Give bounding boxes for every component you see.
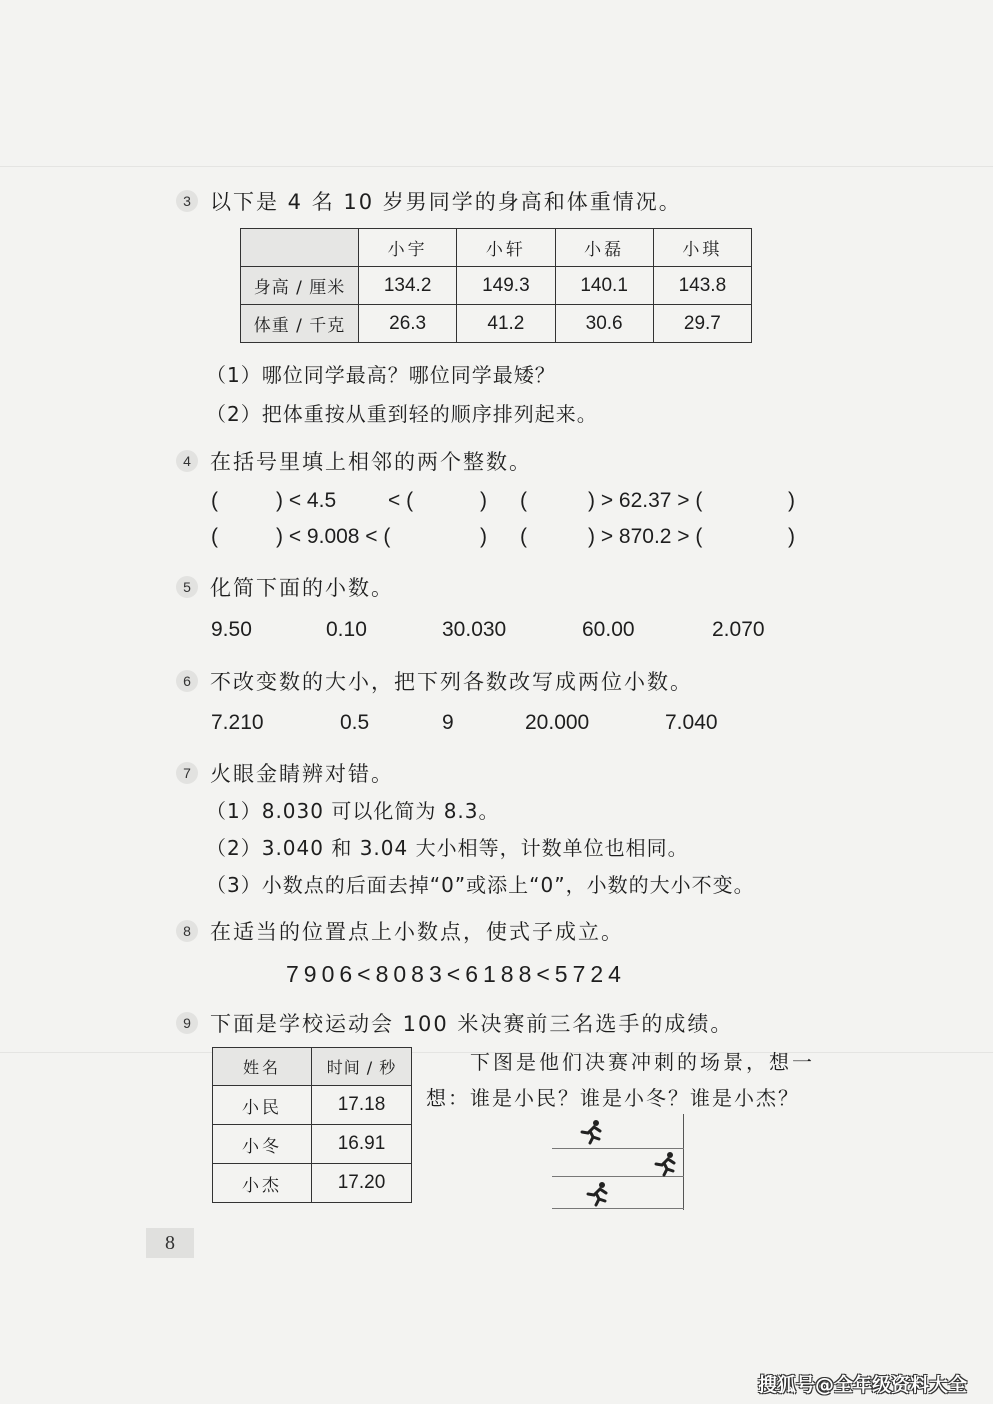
inequality-text: ) > 870.2 > ( — [588, 525, 703, 548]
table-cell: 140.1 — [555, 267, 653, 305]
finish-line — [683, 1114, 684, 1210]
table-header-cell: 时间 / 秒 — [312, 1048, 412, 1086]
running-person-icon — [578, 1119, 604, 1145]
blank-paren-close: ) — [788, 525, 795, 548]
blank-paren-open: ( — [520, 525, 527, 548]
decimal-value: 0.5 — [340, 711, 370, 734]
question-3-sub-1: （1）哪位同学最高？哪位同学最矮？ — [206, 363, 556, 387]
table-cell: 143.8 — [653, 267, 751, 305]
decimal-value: 20.000 — [525, 711, 590, 734]
blank-paren-open: ( — [520, 489, 527, 512]
table-header-cell: 小磊 — [555, 229, 653, 267]
question-7-sub-2: （2）3.040 和 3.04 大小相等，计数单位也相同。 — [206, 836, 689, 860]
table-cell: 134.2 — [359, 267, 457, 305]
question-5-number: 5 — [176, 576, 198, 598]
table-cell: 26.3 — [359, 305, 457, 343]
table-header-cell: 姓名 — [213, 1048, 312, 1086]
question-7-number: 7 — [176, 762, 198, 784]
question-9-text: 下面是学校运动会 100 米决赛前三名选手的成绩。 — [210, 1012, 734, 1036]
question-7-sub-1: （1）8.030 可以化简为 8.3。 — [206, 799, 500, 823]
table-row — [241, 267, 752, 305]
question-7-sub-3: （3）小数点的后面去掉“0”或添上“0”，小数的大小不变。 — [206, 873, 755, 897]
race-results-table — [212, 1047, 412, 1203]
runner-time: 17.20 — [312, 1164, 412, 1203]
question-4-text: 在括号里填上相邻的两个整数。 — [210, 450, 532, 474]
table-header-cell: 小琪 — [653, 229, 751, 267]
question-3-sub-2: （2）把体重按从重到轻的顺序排列起来。 — [206, 402, 598, 426]
table-row — [213, 1125, 412, 1164]
inequality-text: < ( — [388, 489, 414, 512]
decimal-value: 9 — [442, 711, 454, 734]
question-5-text: 化简下面的小数。 — [210, 576, 394, 600]
table-cell: 29.7 — [653, 305, 751, 343]
decimal-value: 7.040 — [665, 711, 718, 734]
question-3-text: 以下是 4 名 10 岁男同学的身高和体重情况。 — [210, 190, 682, 214]
table-row — [241, 305, 752, 343]
table-cell: 41.2 — [457, 305, 555, 343]
race-finish-scene — [552, 1114, 684, 1210]
decimal-value: 7.210 — [211, 711, 264, 734]
question-4-number: 4 — [176, 450, 198, 472]
question-7-text: 火眼金睛辨对错。 — [210, 762, 394, 786]
running-person-icon — [652, 1151, 678, 1177]
table-header-row — [241, 229, 752, 267]
blank-paren-close: ) — [788, 489, 795, 512]
page-number: 8 — [146, 1228, 194, 1258]
page-fold-line — [0, 166, 993, 167]
height-weight-table — [240, 228, 752, 343]
table-row — [213, 1086, 412, 1125]
table-cell: 149.3 — [457, 267, 555, 305]
runner-name: 小民 — [213, 1086, 312, 1125]
question-8-number: 8 — [176, 920, 198, 942]
question-6-number: 6 — [176, 670, 198, 692]
table-header-cell: 小宇 — [359, 229, 457, 267]
inequality-text: ) < 9.008 < ( — [276, 525, 391, 548]
runner-time: 16.91 — [312, 1125, 412, 1164]
decimal-value: 60.00 — [582, 618, 635, 641]
question-6-text: 不改变数的大小，把下列各数改写成两位小数。 — [210, 670, 693, 694]
question-9-side-text-2: 想：谁是小民？谁是小冬？谁是小杰？ — [426, 1086, 800, 1110]
question-8-text: 在适当的位置点上小数点，使式子成立。 — [210, 920, 624, 944]
runner-time: 17.18 — [312, 1086, 412, 1125]
table-header-row — [213, 1048, 412, 1086]
table-cell: 30.6 — [555, 305, 653, 343]
question-9-number: 9 — [176, 1012, 198, 1034]
decimal-point-expression: 7906<8083<6188<5724 — [286, 961, 626, 987]
watermark: 搜狐号@全年级资料大全 — [758, 1374, 968, 1396]
blank-paren-open: ( — [211, 489, 218, 512]
inequality-text: ) < 4.5 — [276, 489, 337, 512]
inequality-text: ) > 62.37 > ( — [588, 489, 703, 512]
row-label-height: 身高 / 厘米 — [241, 267, 359, 305]
runner-name: 小杰 — [213, 1164, 312, 1203]
running-person-icon — [584, 1181, 610, 1207]
runner-name: 小冬 — [213, 1125, 312, 1164]
decimal-value: 30.030 — [442, 618, 507, 641]
blank-paren-open: ( — [211, 525, 218, 548]
blank-paren-close: ) — [480, 525, 487, 548]
blank-paren-close: ) — [480, 489, 487, 512]
row-label-weight: 体重 / 千克 — [241, 305, 359, 343]
decimal-value: 9.50 — [211, 618, 252, 641]
question-3-number: 3 — [176, 190, 198, 212]
table-row — [213, 1164, 412, 1203]
table-header-cell: 小轩 — [457, 229, 555, 267]
table-corner-cell — [241, 229, 359, 267]
decimal-value: 2.070 — [712, 618, 765, 641]
decimal-value: 0.10 — [326, 618, 367, 641]
question-9-side-text-1: 下图是他们决赛冲刺的场景，想一 — [470, 1050, 815, 1074]
